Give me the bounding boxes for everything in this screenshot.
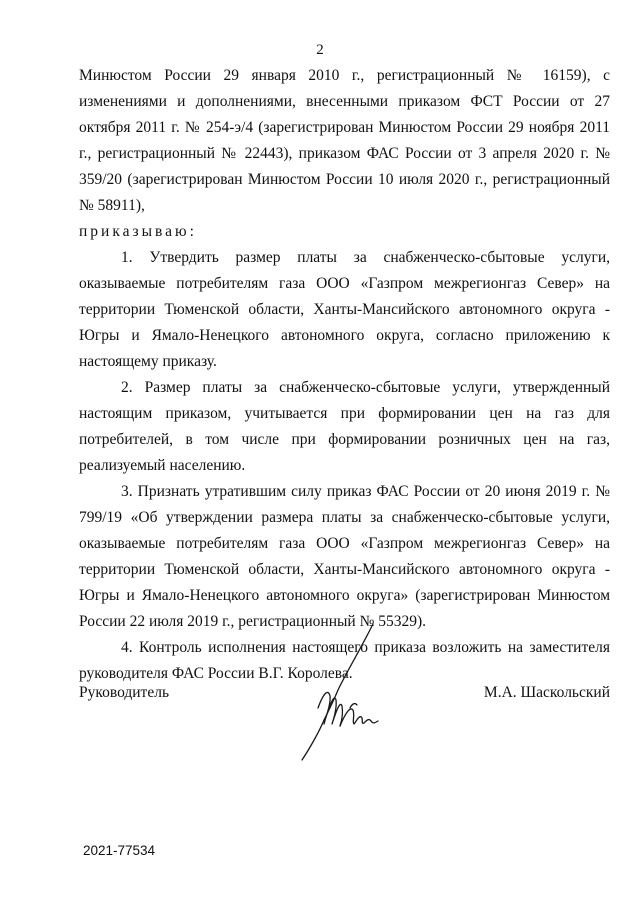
- document-number: 2021-77534: [83, 843, 156, 858]
- signatory-name: М.А. Шаскольский: [483, 684, 610, 701]
- order-word: приказываю:: [79, 223, 197, 240]
- item-1-paragraph: 1. Утвердить размер платы за снабженческо-сбытовые услуги, оказываемые потребителям газа ООО «Газпром межрегионгаз Север» на территории Тюменской области, Ханты-Мансийского автономного округа - Югры и Ямало-Ненецкого автономного округа, согласно приложению к настоящему приказу.: [79, 249, 610, 370]
- signatory-title: Руководитель: [79, 684, 170, 701]
- item-3-paragraph: 3. Признать утратившим силу приказ ФАС России от 20 июня 2019 г. № 799/19 «Об утверждении размера платы за снабженческо-сбытовые услуги, оказываемые потребителям газа ООО «Газпром межрегионгаз Север» на территории Тюменской области, Ханты-Мансийского автономного округа - Югры и Ямало-Ненецкого автономного округа» (зарегистрирован Минюстом России 22 июля 2019 г., регистрационный № 55329).: [79, 483, 610, 630]
- document-body: [79, 63, 610, 687]
- page-number: 2: [316, 42, 324, 58]
- handwritten-signature: [290, 620, 400, 765]
- item-4-paragraph: 4. Контроль исполнения настоящего приказа возложить на заместителя руководителя ФАС России В.Г. Королева.: [79, 639, 610, 682]
- item-2-paragraph: 2. Размер платы за снабженческо-сбытовые услуги, утвержденный настоящим приказом, учитывается при формировании цен на газ для потребителей, в том числе при формировании розничных цен на газ, реализуемый населению.: [79, 379, 610, 474]
- intro-paragraph: Минюстом России 29 января 2010 г., регистрационный № 16159), с изменениями и дополнениями, внесенными приказом ФСТ России от 27 октября 2011 г. № 254-э/4 (зарегистрирован Минюстом России 29 ноября 2011 г., регистрационный № 22443), приказом ФАС России от 3 апреля 2020 г. № 359/20 (зарегистрирован Минюстом России 10 июля 2020 г., регистрационный № 58911),: [79, 67, 610, 214]
